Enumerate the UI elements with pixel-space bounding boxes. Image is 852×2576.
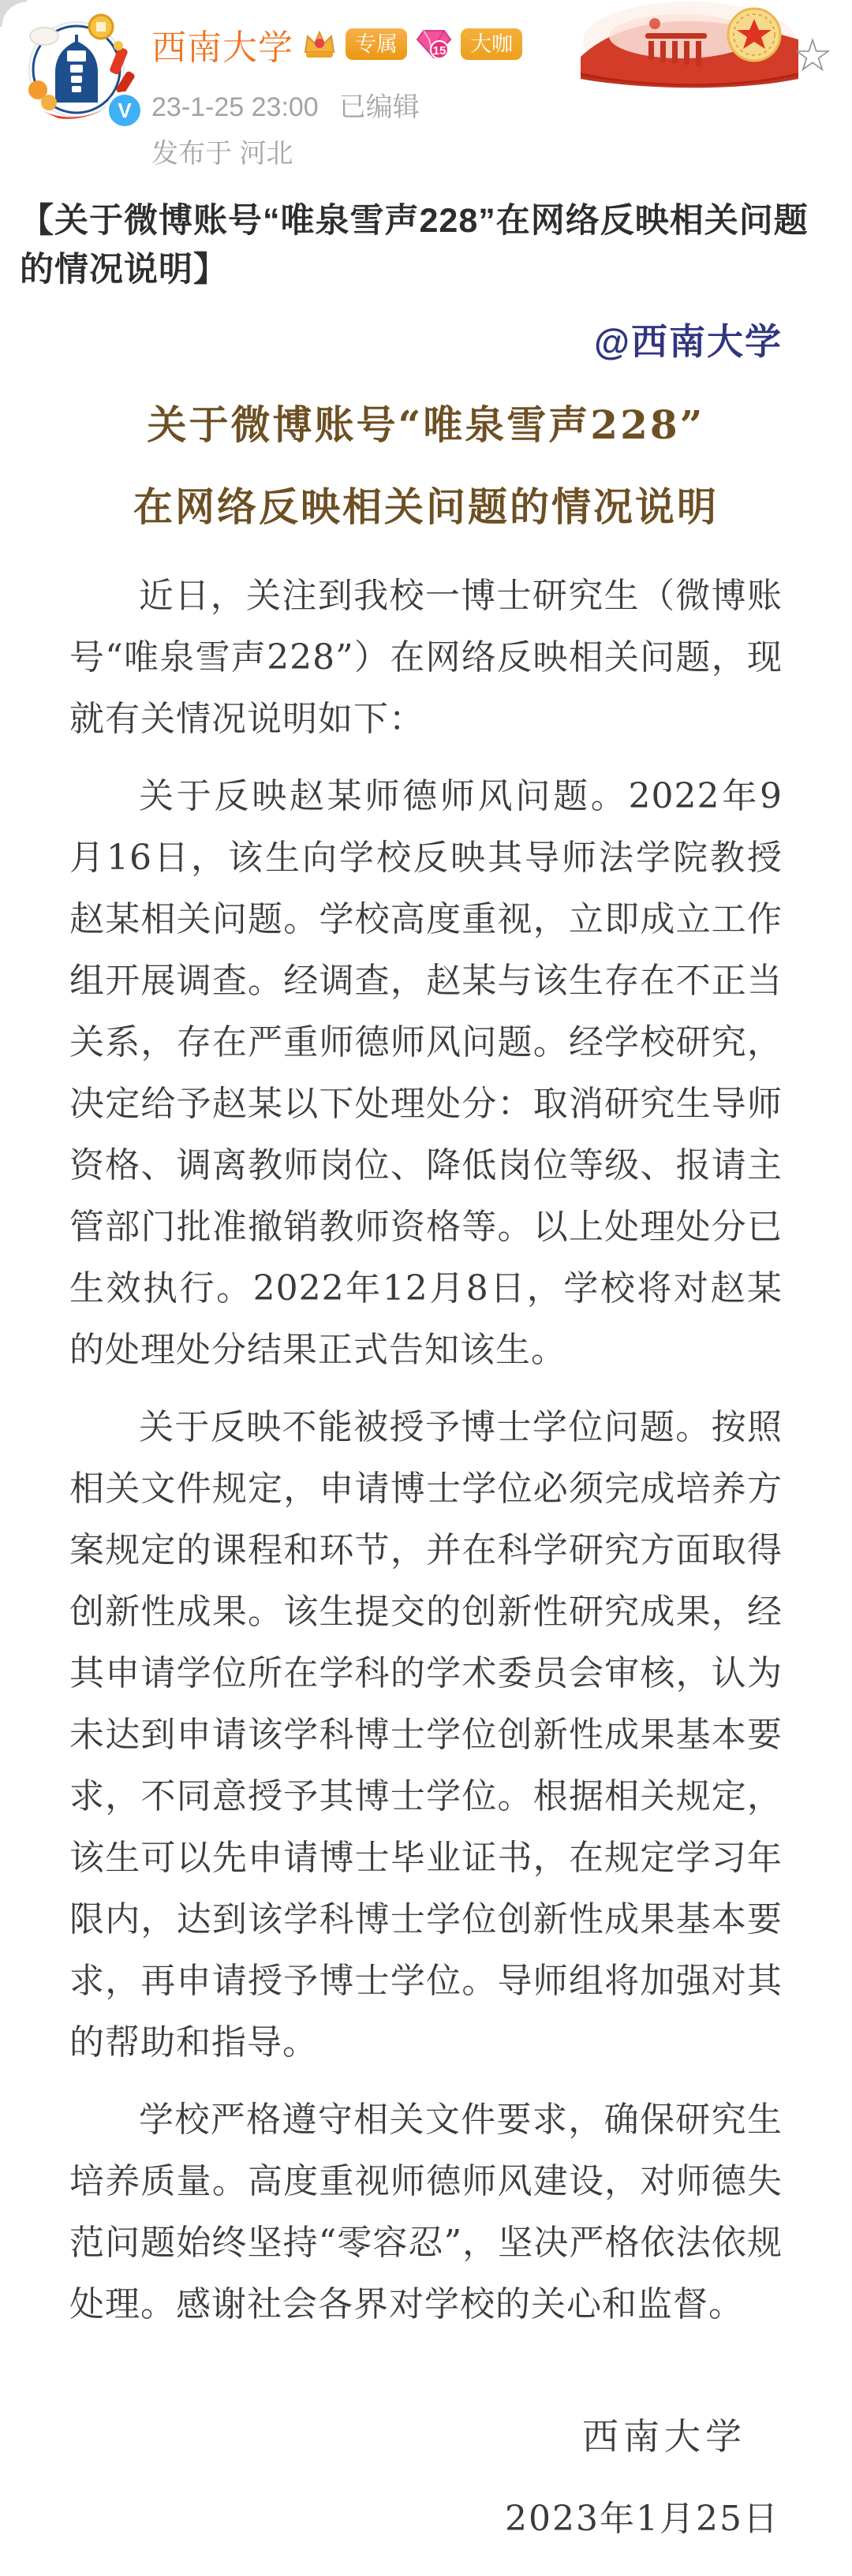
vip-crown-icon[interactable] bbox=[301, 28, 338, 60]
daka-badge[interactable]: 大咖 bbox=[461, 28, 522, 60]
document-title-line1: 关于微博账号“唯泉雪声228” bbox=[147, 401, 705, 448]
vip-level-gem-icon[interactable] bbox=[415, 28, 453, 61]
document-signature: 西南大学 bbox=[582, 2415, 746, 2458]
patriotic-banner-image bbox=[579, 0, 800, 93]
watermark-handle: @西南大学 bbox=[594, 321, 783, 362]
document-title bbox=[69, 384, 783, 548]
document-paragraph: 关于反映赵某师德师风问题。2022年9月16日，该生向学校反映其导师法学院教授赵某相关问题。学校高度重视，立即成立工作组开展调查。经调查，赵某与该生存在不正当关系，存在严重师德师风问题。经学校研究，决定给予赵某以下处理处分：取消研究生导师资格、调离教师岗位、降低岗位等级、报请主管部门批准撤销教师资格等。以上处理处分已生效执行。2022年12月8日，学校将对赵某的处理处分结果正式告知该生。 bbox=[69, 776, 783, 1370]
edited-label: 已编辑 bbox=[338, 92, 420, 122]
username[interactable]: 西南大学 bbox=[151, 28, 293, 67]
document-paragraph: 关于反映不能被授予博士学位问题。按照相关文件规定，申请博士学位必须完成培养方案规定的课程和环节，并在科学研究方面取得创新性成果。该生提交的创新性研究成果，经其申请学位所在学科的学术委员会审核，认为未达到申请该学科博士学位创新性成果基本要求，不同意授予其博士学位。根据相关规定，该生可以先申请博士毕业证书，在规定学习年限内，达到该学科博士学位创新性成果基本要求，再申请授予博士学位。导师组将加强对其的帮助和指导。 bbox=[69, 1407, 783, 2063]
post-location: 发布于 河北 bbox=[151, 139, 293, 169]
post-header bbox=[0, 0, 852, 170]
svg-text:15: 15 bbox=[432, 44, 447, 58]
verified-badge-icon: V bbox=[106, 91, 144, 129]
document-body bbox=[69, 566, 783, 2335]
document-title-line2: 在网络反映相关问题的情况说明 bbox=[133, 483, 719, 530]
document-paragraph: 学校严格遵守相关文件要求，确保研究生培养质量。高度重视师德师风建设，对师德失范问题始终坚持“零容忍”，坚决严格依法依规处理。感谢社会各界对学校的关心和监督。 bbox=[69, 2100, 783, 2324]
post-text: 【关于微博账号“唯泉雪声228”在网络反映相关问题的情况说明】 bbox=[20, 202, 809, 289]
document-paragraph: 近日，关注到我校一博士研究生（微博账号“唯泉雪声228”）在网络反映相关问题，现就有关情况说明如下： bbox=[69, 576, 783, 739]
timestamp-row bbox=[151, 85, 593, 124]
header-text bbox=[151, 22, 593, 170]
timestamp: 23-1-25 23:00 bbox=[151, 92, 319, 122]
avatar[interactable] bbox=[17, 9, 136, 128]
document-date: 2023年1月25日 bbox=[505, 2499, 779, 2539]
exclusive-badge[interactable]: 专属 bbox=[346, 28, 407, 60]
favorite-star-icon[interactable]: ☆ bbox=[792, 30, 833, 81]
statement-document-image[interactable] bbox=[0, 313, 852, 2572]
